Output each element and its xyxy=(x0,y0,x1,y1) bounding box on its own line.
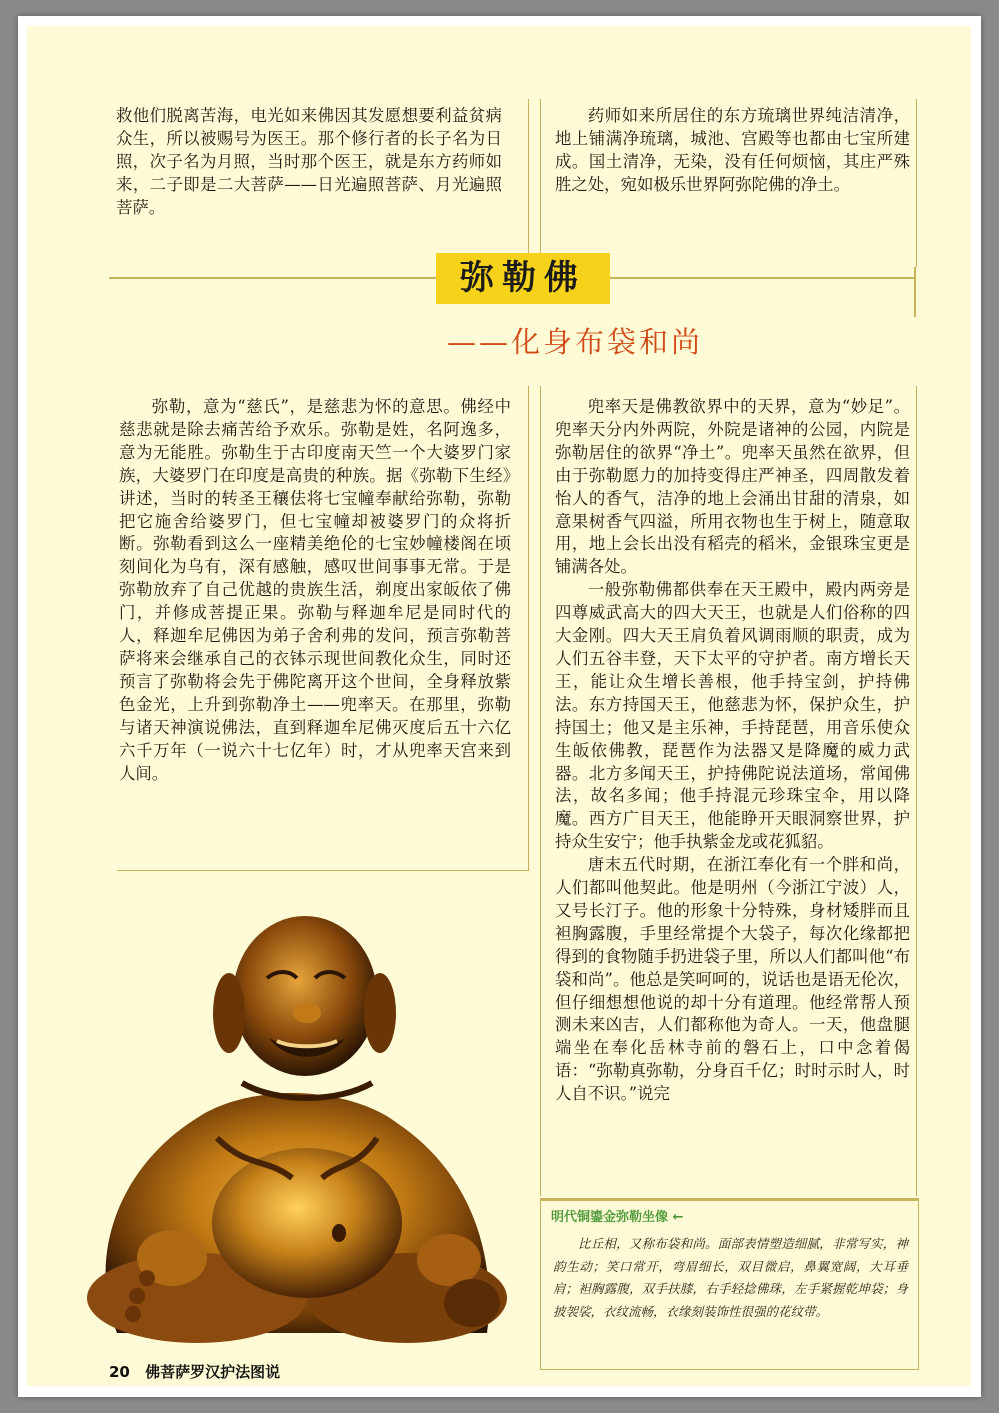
page-frame xyxy=(18,16,981,1397)
heading-rule-left xyxy=(109,277,436,279)
top-right-paragraph: 药师如来所居住的东方琉璃世界纯洁清净，地上铺满净琉璃，城池、宫殿等也都由七宝所建成。国土清净，无染，没有任何烦恼，其庄严殊胜之处，宛如极乐世界阿弥陀佛的净土。 xyxy=(555,106,910,194)
heading-rule-right xyxy=(610,277,916,279)
top-left-text-block xyxy=(109,99,529,267)
right-paragraph-3: 唐末五代时期，在浙江奉化有一个胖和尚，人们都叫他契此。他是明州（今浙江宁波）人，又号长汀子。他的形象十分特殊，身材矮胖而且袒胸露腹，手里经常提个大袋子，每次化缘都把得到的食物随手扔进袋子里，所以人们都叫他“布袋和尚”。他总是笑呵呵的，说话也是语无伦次，但仔细想想他说的却十分有道理。他经常帮人预测未来凶吉，人们都称他为奇人。一天，他盘腿端坐在奉化岳林寺前的磐石上，口中念着偈语：“弥勒真弥勒，分身百千亿；时时示时人，时人自不识。”说完 xyxy=(555,855,910,1104)
left-column xyxy=(117,386,529,871)
caption-body: 比丘相，又称布袋和尚。面部表情塑造细腻，非常写实，神韵生动；笑口常开，弯眉细长，双目微启，鼻翼宽阔，大耳垂肩；袒胸露腹，双手扶膝，右手轻捻佛珠，左手紧握乾坤袋；身披袈裟，衣纹流畅，衣缘刻装饰性很强的花纹带。 xyxy=(553,1236,908,1319)
page-paper xyxy=(27,26,971,1386)
book-title: 佛菩萨罗汉护法图说 xyxy=(145,1363,281,1381)
image-caption xyxy=(540,1198,919,1370)
heading-rule-right-drop xyxy=(914,267,916,317)
right-paragraph-2: 一般弥勒佛都供奉在天王殿中，殿内两旁是四尊威武高大的四大天王，也就是人们俗称的四大金刚。四大天王肩负着风调雨顺的职责，成为人们五谷丰登，天下太平的守护者。南方增长天王，能让众生增长善根，他手持宝剑，护持佛法。东方持国天王，他慈悲为怀，保护众生，护持国土；他又是主乐神，手持琵琶，用音乐使众生皈依佛教，琵琶作为法器又是降魔的威力武器。北方多闻天王，护持佛陀说法道场，常闻佛法，故名多闻；他手持混元珍珠宝伞，用以降魔。西方广目天王，他能睁开天眼洞察世界，护持众生安宁；他手执紫金龙或花狐貂。 xyxy=(555,580,910,852)
left-paragraph-1: 弥勒，意为“慈氏”，是慈悲为怀的意思。佛经中慈悲就是除去痛苦给予欢乐。弥勒是姓，名阿逸多，意为无能胜。弥勒生于古印度南天竺一个大婆罗门家族，大婆罗门在印度是高贵的种族。据《弥勒下生经》讲述，当时的转圣王穰佉将七宝幢奉献给弥勒，弥勒把它施舍给婆罗门，但七宝幢却被婆罗门的众将折断。弥勒看到这么一座精美绝伦的七宝妙幢楼阁在顷刻间化为乌有，深有感触，感叹世间事事无常。于是弥勒放弃了自己优越的贵族生活，剃度出家皈依了佛门，并修成菩提正果。弥勒与释迦牟尼是同时代的人，释迦牟尼佛因为弟子舍利弗的发问，预言弥勒菩萨将来会继承自己的衣钵示现世间教化众生，同时还预言了弥勒将会先于佛陀离开这个世间，全身释放紫色金光，上升到弥勒净土——兜率天。在那里，弥勒与诸天神演说佛法，直到释迦牟尼佛灭度后五十六亿六千万年（一说六十七亿年）时，才从兜率天宫来到人间。 xyxy=(119,397,511,783)
page-title: 弥勒佛 xyxy=(436,253,610,304)
right-column-text xyxy=(555,396,910,1106)
page-subtitle: ——化身布袋和尚 xyxy=(447,325,704,359)
page-number: 20 xyxy=(109,1363,130,1381)
caption-title: 明代铜鎏金弥勒坐像 ← xyxy=(551,1210,684,1225)
top-right-text-block xyxy=(540,99,917,267)
right-column xyxy=(540,386,917,1196)
left-column-text xyxy=(119,396,511,785)
maitreya-statue-image xyxy=(77,878,519,1346)
right-paragraph-1: 兜率天是佛教欲界中的天界，意为“妙足”。兜率天分内外两院，外院是诸神的公园，内院是弥勒居住的欲界“净土”。兜率天虽然在欲界，但由于弥勒愿力的加持变得庄严神圣，四周散发着怡人的香气，洁净的地上会涌出甘甜的清泉，如意果树香气四溢，所用衣物也生于树上，随意取用，地上会长出没有稻壳的稻米，金银珠宝更是铺满各处。 xyxy=(555,397,910,577)
page-footer xyxy=(109,1359,899,1386)
top-left-paragraph: 救他们脱离苦海，电光如来佛因其发愿想要利益贫病众生，所以被赐号为医王。那个修行者的长子名为日照，次子名为月照，当时那个医王，就是东方药师如来，二子即是二大菩萨——日光遍照菩萨、月光遍照菩萨。 xyxy=(116,106,502,217)
